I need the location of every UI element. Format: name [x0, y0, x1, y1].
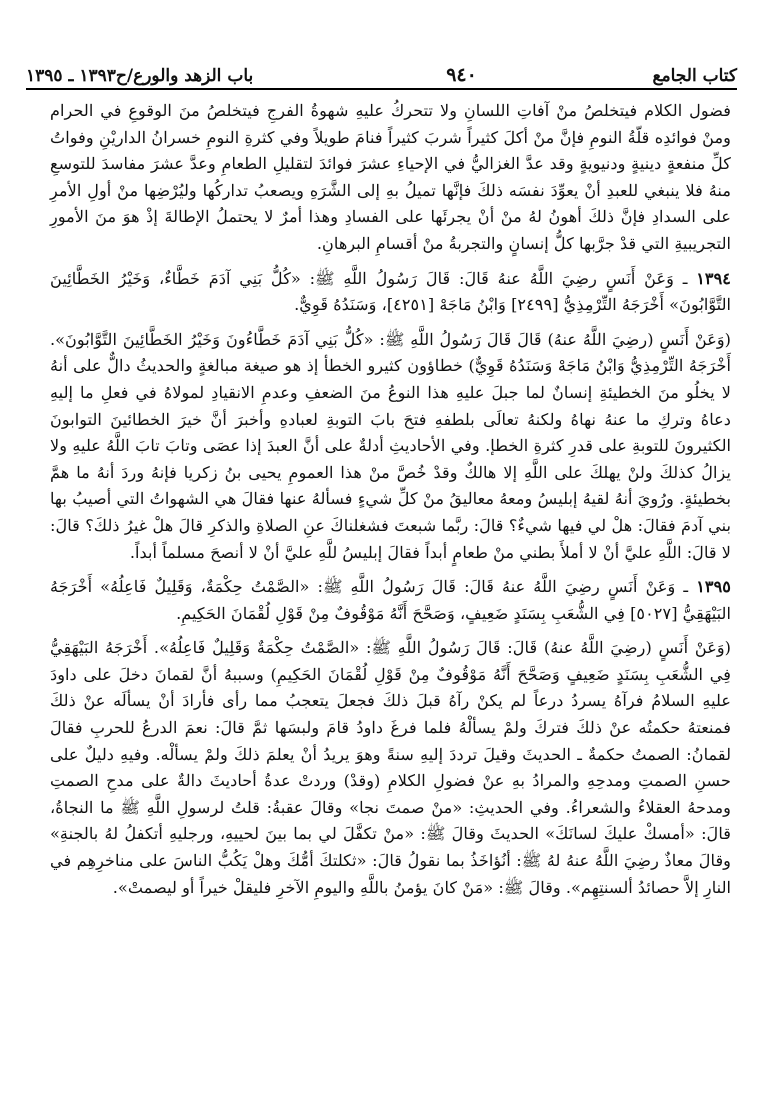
main-text [50, 98, 731, 901]
commentary-paragraph: (وَعَنْ أَنَسٍ (رضِيَ اللَّهُ عنهُ) قَالَ: قَالَ رَسُولُ اللَّهِ ﷺ: «الصَّمْتُ حِكْمَةٌ وَقَلِيلٌ فَاعِلُهُ». أَخْرَجَهُ البَيْهَقِيُّ فِي الشُّعَبِ بِسَنَدٍ ضَعِيفٍ وَصَحَّحَ أَنَّهُ مَوْقُوفٌ مِنْ قَوْلِ لُقْمَانَ الحَكِيمِ) وسببهُ أنَّ لقمانَ دخلَ على داودَ عليهِ السلامُ فرآهُ يسردُ درعاً لم يكنْ رآهُ قبلَ ذلكَ فجعلَ يتعجبُ مما رأى فأرادَ أنْ يسألَه عنْ ذلكَ فمنعتهُ حكمتُه عنْ ذلكَ فتركَ ولمْ يسألْهُ فلما فرغَ داودُ قامَ ولبسَها ثمَّ قالَ: نعمَ الدرعُ للحربِ فقالَ لقمانُ: الصمتُ حكمةٌ ـ الحديثَ وقيلَ ترددَ إليهِ سنةً وهوَ يريدُ أنْ يعلمَ ذلكَ ولمْ يسألْه. وفيهِ دليلٌ على حسنِ الصمتِ ومدحِهِ والمرادُ بهِ عنْ فضولِ الكلامِ (وقدْ) وردتْ عدةُ أحاديثَ دالةٌ على مدحِ الصمتِ ومدحهُ العقلاءُ والشعراءُ. وفي الحديثِ: «منْ صمتَ نجا» وقالَ عقبةُ: قلتُ لرسولِ اللَّهِ ﷺ ما النجاةُ، قالَ: «أمسكْ عليكَ لسانَكَ» الحديثَ وقالَ ﷺ: «منْ تكفَّلَ لي بما بينَ لحييهِ، ورجليهِ أتكفلُ لهُ بالجنةِ» وقالَ معاذٌ رضِيَ اللَّهُ عنهُ لهُ ﷺ: أنُؤاخَذُ بما نقولُ قالَ: «ثكلتكَ أمُّكَ وهلْ يَكُبُّ الناسَ على مناخرِهِم في النارِ إلاَّ حصائدُ ألسنتِهِم». وقالَ ﷺ: «مَنْ كانَ يؤمنُ باللَّهِ واليومِ الآخرِ فليقلْ خيراً أو ليصمتْ». [50, 638, 731, 897]
chapter-title: باب الزهد والورع/ح١٣٩٣ ـ ١٣٩٥ [26, 66, 254, 86]
page-header [26, 56, 737, 86]
hadith-1395: ١٣٩٥ ـ وَعَنْ أَنَسٍ رضِيَ اللَّهُ عنهُ قَالَ: قَالَ رَسُولُ اللَّهِ ﷺ: «الصَّمْتُ حِكْمَةٌ، وَقَلِيلٌ فَاعِلُهُ» أَخْرَجَهُ البَيْهَقِيُّ [٥٠٢٧] فِي الشُّعَبِ بِسَنَدٍ ضَعِيفٍ، وَصَحَّحَ أَنَّهُ مَوْقُوفٌ مِنْ قَوْلِ لُقْمَانَ الحَكِيمِ. [50, 577, 731, 623]
hadith-number: ١٣٩٤ [696, 268, 731, 288]
commentary-paragraph: (وَعَنْ أَنَسٍ (رضِيَ اللَّهُ عنهُ) قَالَ قَالَ رَسُولُ اللَّهِ ﷺ: «كُلُّ بَنِي آدَمَ خَطَّاءُونَ وَخَيْرُ الخَطَّائِينَ التَّوَّابُونَ». أَخْرَجَهُ التِّرْمِذِيُّ وَابْنُ مَاجَهْ وَسَنَدُهُ قَوِيٌّ) خطاؤون كثيرو الخطأ إذ هو صيغة مبالغةٍ والحديثُ دالٌّ على أنهُ لا يخلُو منَ الخطيئةِ إنسانٌ لما جبلَ عليهِ هذا النوعُ منَ الضعفِ وعدمِ الانقيادِ لمولاهُ في فعلِ ما إليهِ دعاهُ وتركِ ما عنهُ نهاهُ ولكنهُ تعالَى بلطفهِ فتحَ بابَ التوبةِ لعبادهِ وأخبرَ أنَّ خيرَ الخطائينَ التوابونَ الكثيرونَ للتوبةِ على قدرِ كثرةِ الخطإ. وفي الأحاديثِ أدلةٌ على أنَّ العبدَ إذا عصَى وتابَ تابَ اللَّهُ عليهِ ولا يزالُ كذلكَ ولنْ يهلكَ على اللَّهِ إلا هالكٌ وقدْ خُصَّ منْ هذا العمومِ يحيى بنُ زكريا فإنهُ وردَ أنهُ ما همَّ بخطيئةٍ. ورُويَ أنهُ لقيهُ إبليسُ ومعهُ معاليقُ منْ كلِّ شيءٍ فسألهُ عنها فقالَ هي الشهواتُ التي أصيبُ بها بني آدمَ فقالَ: هلْ لي فيها شيءٌ؟ قالَ: ربَّما شبعتَ فشغلناكَ عنِ الصلاةِ والذكرِ قالَ هلْ غيرُ ذلكَ؟ قالَ: لا قالَ: اللَّهِ عليَّ أنْ لا أملأَ بطني منْ طعامٍ أبداً فقالَ إبليسُ للَّهِ عليَّ أنْ لا أنصحَ مسلماً أبداً. [50, 329, 731, 562]
commentary-paragraph: فضول الكلام فيتخلصُ منْ آفاتِ اللسانِ ولا تتحركُ عليهِ شهوةُ الفرجِ فيتخلصُ منَ الوقوعِ في الحرام ومنْ فوائدِه قلّةُ النومِ فإنَّ منْ أكلَ كثيراً شربَ كثيراً فنامَ طويلاً وفي كثرةِ النومِ خسرانُ الداريْنِ وفواتُ كلِّ منفعةٍ دينيةٍ ودنيويةٍ وقد عدَّ الغزاليُّ في الإحياءِ عشرَ فوائدَ لتقليلِ الطعامِ وعدَّ عشرَ مفاسدَ للتوسعِ منهُ فلا ينبغي للعبدِ أنْ يعوِّدَ نفسَه ذلكَ فإنَّها تميلُ بهِ إلى الشَّرَهِ ويصعبُ تداركُها وليُرْضِها منْ أولِ الأمرِ على السدادِ فإنَّ ذلكَ أهونُ لهُ منْ أنْ يجرئَها على الفسادِ وهذا أمرٌ لا يحتملُ الإطالةَ إذْ هوَ منَ الأمورِ التجريبيةِ التي قدْ جرَّبها كلُّ إنسانٍ والتجربةُ منْ أقسامِ البرهانِ. [50, 101, 731, 253]
hadith-1394: ١٣٩٤ ـ وَعَنْ أَنَسٍ رضِيَ اللَّهُ عنهُ قَالَ: قَالَ رَسُولُ اللَّهِ ﷺ: «كُلُّ بَنِي آدَمَ خَطَّاءٌ، وَخَيْرُ الخَطَّائِينَ التَّوَّابُونَ» أَخْرَجَهُ التِّرْمِذِيُّ [٢٤٩٩] وَابْنُ مَاجَهْ [٤٢٥١]، وَسَنَدُهُ قَوِيٌّ. [50, 268, 731, 315]
header-rule [26, 88, 737, 90]
hadith-number: ١٣٩٥ [696, 577, 731, 597]
book-title: كتاب الجامع [652, 66, 737, 86]
page-number: ٩٤٠ [446, 64, 477, 86]
